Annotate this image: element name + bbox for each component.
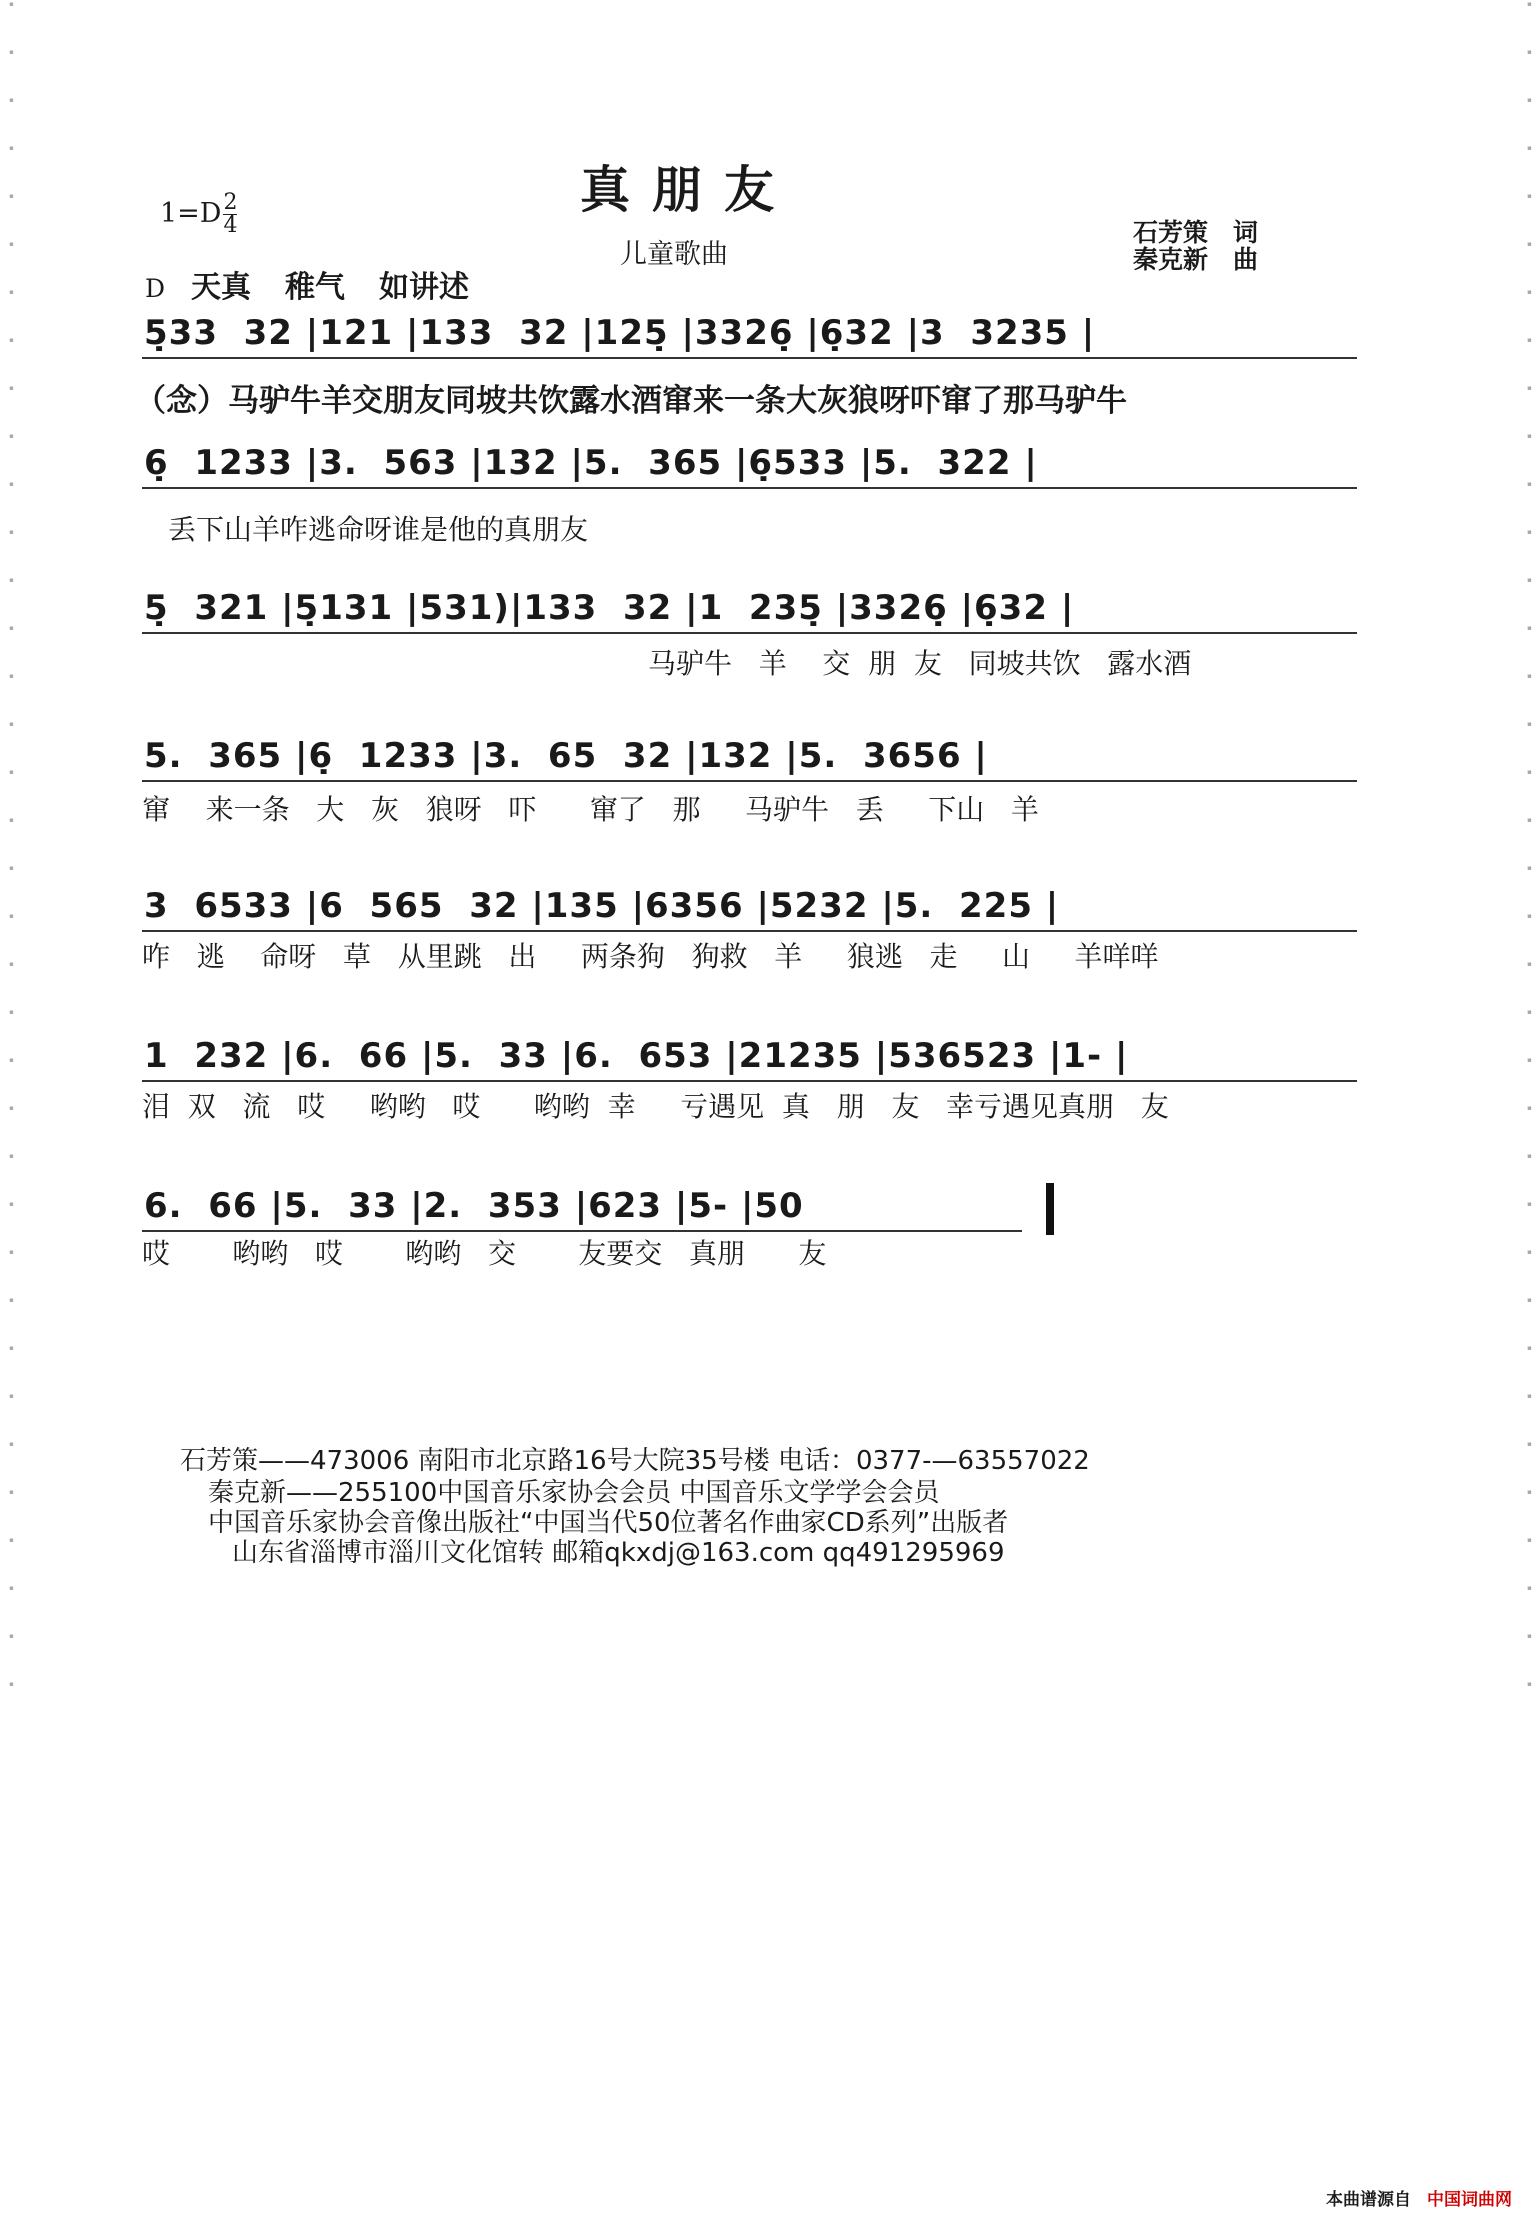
- edge-mark: ▪: [7, 624, 16, 632]
- edge-mark: ▪: [1525, 576, 1534, 584]
- edge-mark: ▪: [7, 1392, 16, 1400]
- edge-mark: ▪: [7, 144, 16, 152]
- edge-mark: ▪: [7, 384, 16, 392]
- tempo-word: 稚气: [285, 270, 346, 305]
- source-label: 本曲谱源自: [1326, 2190, 1411, 2210]
- edge-mark: ▪: [7, 1152, 16, 1160]
- tempo-marker: D: [145, 274, 166, 303]
- edge-mark: ▪: [7, 240, 16, 248]
- edge-mark: ▪: [7, 48, 16, 56]
- beam: [142, 930, 1357, 932]
- edge-mark: ▪: [7, 1248, 16, 1256]
- edge-mark: ▪: [7, 768, 16, 776]
- edge-mark: ▪: [1525, 1344, 1534, 1352]
- edge-mark: ▪: [1525, 192, 1534, 200]
- lyric-line-3: 马驴牛 羊 交 朋 友 同坡共饮 露水酒: [648, 647, 1192, 680]
- notation: 6̣ 1233 |3. 563 |132 |5. 365 |6̣533 |5. 322 |: [144, 443, 1038, 483]
- lyric-line-7: 哎 哟哟 哎 哟哟 交 友要交 真朋 友: [142, 1237, 827, 1270]
- notation: 1 232 |6. 66 |5. 33 |6. 653 |21235 |536523 |1- |: [144, 1036, 1129, 1076]
- edge-mark: ▪: [7, 912, 16, 920]
- edge-mark: ▪: [1525, 912, 1534, 920]
- edge-mark: ▪: [7, 1200, 16, 1208]
- edge-mark: ▪: [7, 672, 16, 680]
- tempo-word: 天真: [191, 270, 252, 305]
- song-title: 真朋友: [580, 160, 796, 219]
- tempo-marking: [145, 262, 469, 306]
- edge-mark: ▪: [7, 960, 16, 968]
- recitation-continued: 丢下山羊咋逃命呀谁是他的真朋友: [168, 513, 589, 546]
- edge-mark: ▪: [1525, 864, 1534, 872]
- beam: [142, 780, 1357, 782]
- time-signature: $\frac{2}{4}$: [223, 190, 238, 238]
- edge-mark: ▪: [7, 1296, 16, 1304]
- recitation-text: （念）马驴牛羊交朋友同坡共饮露水酒窜来一条大灰狼呀吓窜了那马驴牛: [135, 383, 1127, 419]
- edge-mark: ▪: [1525, 144, 1534, 152]
- edge-mark: ▪: [7, 1440, 16, 1448]
- edge-mark: ▪: [7, 96, 16, 104]
- footer-line-3: 中国音乐家协会音像出版社“中国当代50位著名作曲家CD系列”出版者: [208, 1508, 1009, 1538]
- edge-mark: ▪: [1525, 1632, 1534, 1640]
- edge-mark: ▪: [1525, 624, 1534, 632]
- notation: 5. 365 |6̣ 1233 |3. 65 32 |132 |5. 3656 |: [144, 736, 988, 776]
- edge-mark: ▪: [1525, 336, 1534, 344]
- score-line-3: [142, 580, 1377, 642]
- edge-mark: ▪: [7, 336, 16, 344]
- notation: 3 6533 |6 565 32 |135 |6356 |5232 |5. 225 |: [144, 886, 1060, 926]
- score-line-1: [142, 305, 1377, 367]
- key-signature: [160, 192, 237, 237]
- edge-mark: ▪: [1525, 1536, 1534, 1544]
- edge-mark: ▪: [7, 1536, 16, 1544]
- beam: [142, 487, 1357, 489]
- edge-mark: ▪: [1525, 816, 1534, 824]
- edge-mark: ▪: [7, 288, 16, 296]
- right-edge-watermark: [1520, 0, 1538, 2180]
- edge-mark: ▪: [1525, 1392, 1534, 1400]
- edge-mark: ▪: [7, 1488, 16, 1496]
- edge-mark: ▪: [1525, 720, 1534, 728]
- edge-mark: ▪: [7, 864, 16, 872]
- edge-mark: ▪: [1525, 384, 1534, 392]
- edge-mark: ▪: [7, 1632, 16, 1640]
- key-label: 1=D: [160, 198, 222, 229]
- edge-mark: ▪: [1525, 48, 1534, 56]
- notation: 6. 66 |5. 33 |2. 353 |623 |5- |50: [144, 1186, 817, 1226]
- lyric-line-4: 窜 来一条 大 灰 狼呀 吓 窜了 那 马驴牛 丢 下山 羊: [142, 793, 1039, 826]
- edge-mark: ▪: [7, 576, 16, 584]
- edge-mark: ▪: [1525, 1104, 1534, 1112]
- edge-mark: ▪: [7, 0, 16, 8]
- footer-line-4: 山东省淄博市淄川文化馆转 邮箱qkxdj@163.com qq491295969: [232, 1538, 1005, 1568]
- edge-mark: ▪: [1525, 0, 1534, 8]
- edge-mark: ▪: [7, 432, 16, 440]
- edge-mark: ▪: [1525, 1152, 1534, 1160]
- edge-mark: ▪: [7, 1584, 16, 1592]
- edge-mark: ▪: [7, 1104, 16, 1112]
- footer-line-1: 石芳策——473006 南阳市北京路16号大院35号楼 电话：0377-—63557022: [180, 1446, 1090, 1476]
- edge-mark: ▪: [7, 1680, 16, 1688]
- tempo-word: 如讲述: [379, 270, 470, 305]
- edge-mark: ▪: [1525, 480, 1534, 488]
- edge-mark: ▪: [7, 192, 16, 200]
- edge-mark: ▪: [1525, 1056, 1534, 1064]
- score-line-4: [142, 728, 1377, 790]
- edge-mark: ▪: [1525, 768, 1534, 776]
- notation: 5̣33 32 |121 |133 32 |125̣ |3326̣ |6̣32 |3 3235 |: [144, 313, 1096, 353]
- edge-mark: ▪: [1525, 96, 1534, 104]
- score-line-7: [142, 1178, 1042, 1240]
- edge-mark: ▪: [7, 1344, 16, 1352]
- beam: [142, 357, 1357, 359]
- edge-mark: ▪: [7, 480, 16, 488]
- edge-mark: ▪: [1525, 240, 1534, 248]
- edge-mark: ▪: [1525, 1200, 1534, 1208]
- edge-mark: ▪: [1525, 1584, 1534, 1592]
- edge-mark: ▪: [1525, 1296, 1534, 1304]
- lyric-line-6: 泪 双 流 哎 哟哟 哎 哟哟 幸 亏遇见 真 朋 友 幸亏遇见真朋 友: [142, 1090, 1169, 1123]
- song-subtitle: 儿童歌曲: [620, 239, 728, 270]
- source-watermark: [1326, 2185, 1512, 2210]
- edge-mark: ▪: [1525, 1008, 1534, 1016]
- edge-mark: ▪: [1525, 1488, 1534, 1496]
- score-line-5: [142, 878, 1377, 940]
- edge-mark: ▪: [1525, 1440, 1534, 1448]
- edge-mark: ▪: [1525, 1248, 1534, 1256]
- brand-link[interactable]: 中国词曲网: [1427, 2190, 1512, 2210]
- edge-mark: ▪: [1525, 1680, 1534, 1688]
- final-barline: [1046, 1183, 1054, 1235]
- edge-mark: ▪: [7, 816, 16, 824]
- edge-mark: ▪: [1525, 432, 1534, 440]
- edge-mark: ▪: [1525, 672, 1534, 680]
- footer-line-2: 秦克新——255100中国音乐家协会会员 中国音乐文学学会会员: [208, 1478, 940, 1508]
- beam: [142, 632, 1357, 634]
- edge-mark: ▪: [7, 720, 16, 728]
- left-edge-watermark: [2, 0, 20, 2180]
- edge-mark: ▪: [1525, 288, 1534, 296]
- composer-credit: 秦克新 曲: [1133, 245, 1259, 274]
- score-line-2: [142, 435, 1377, 497]
- lyric-line-5: 咋 逃 命呀 草 从里跳 出 两条狗 狗救 羊 狼逃 走 山 羊咩咩: [142, 940, 1159, 973]
- edge-mark: ▪: [1525, 528, 1534, 536]
- lyricist-credit: 石芳策 词: [1133, 218, 1259, 247]
- edge-mark: ▪: [7, 1056, 16, 1064]
- beam: [142, 1080, 1357, 1082]
- score-line-6: [142, 1028, 1377, 1090]
- edge-mark: ▪: [7, 528, 16, 536]
- edge-mark: ▪: [1525, 960, 1534, 968]
- notation: 5̣ 321 |5̣131 |531)|133 32 |1 235̣ |3326̣ |6̣32 |: [144, 588, 1075, 628]
- edge-mark: ▪: [7, 1008, 16, 1016]
